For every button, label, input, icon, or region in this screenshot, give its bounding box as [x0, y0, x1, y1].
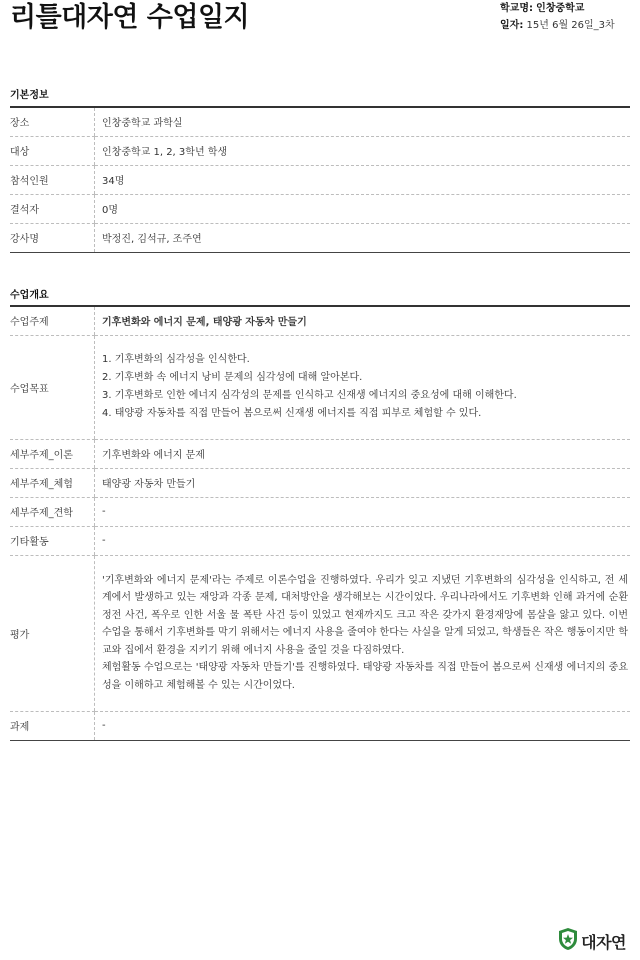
row-value: 34명	[95, 165, 631, 194]
footer-brand: 대자연	[581, 932, 626, 952]
etc-label: 기타활동	[10, 526, 95, 555]
school-value: 인창중학교	[536, 3, 585, 14]
goal-item: 2. 기후변화 속 에너지 낭비 문제의 심각성에 대해 알아본다.	[102, 372, 363, 383]
experience-value: 태양광 자동차 만들기	[95, 468, 631, 497]
goals-label: 수업목표	[10, 335, 95, 439]
etc-value: -	[95, 526, 631, 555]
row-label: 참석인원	[10, 165, 95, 194]
experience-label: 세부주제_체험	[10, 468, 95, 497]
goal-item: 1. 기후변화의 심각성을 인식한다.	[102, 354, 250, 365]
eval-value	[95, 555, 631, 711]
row-label: 장소	[10, 107, 95, 136]
goals-value	[95, 335, 631, 439]
table-row	[10, 526, 630, 555]
basic-info-table	[10, 106, 630, 253]
eval-paragraph: '기후변화와 에너지 문제'라는 주제로 이론수업을 진행하였다. 우리가 잊고 지냈던 기후변화의 심각성을 인식하고, 전 세계에서 발생하고 있는 재앙과 각종 문제, 대처방안을 생각해보는 시간이었다. 우리나라에서도 기후변화 인해 과거에 순환정전 사건, 폭우로 인한 서울 물 폭탄 사건 등이 있었고 현재까지도 크고 작은 갖가지 환경재앙에 몸살을 앓고 있다. 이번 수업을 통해서 기후변화를 막기 위해서는 에너지 사용을 줄여야 한다는 사실을 알게 되었고, 학생들은 작은 행동이지만 학교와 집에서 환경을 지키기 위해 에너지 사용을 줄일 것을 다짐하였다.	[102, 574, 628, 656]
table-row	[10, 107, 630, 136]
school-label: 학교명:	[500, 3, 533, 14]
table-row	[10, 555, 630, 711]
table-row	[10, 223, 630, 252]
topic-value: 기후변화와 에너지 문제, 태양광 자동차 만들기	[95, 306, 631, 335]
table-row	[10, 306, 630, 335]
table-row	[10, 468, 630, 497]
tour-label: 세부주제_견학	[10, 497, 95, 526]
table-row	[10, 711, 630, 740]
page-title: 리틀대자연 수업일지	[10, 2, 250, 33]
table-row	[10, 497, 630, 526]
row-value: 인창중학교 1, 2, 3학년 학생	[95, 136, 631, 165]
basic-info-title: 기본정보	[10, 90, 49, 101]
row-value: 박정진, 김석규, 조주연	[95, 223, 631, 252]
footer-logo	[558, 928, 626, 954]
table-row	[10, 194, 630, 223]
date-label: 일자:	[500, 20, 524, 31]
row-label: 결석자	[10, 194, 95, 223]
school-line	[500, 0, 615, 17]
table-row	[10, 439, 630, 468]
goal-item: 4. 태양광 자동차를 직접 만들어 봄으로써 신재생 에너지를 직접 피부로 체험할 수 있다.	[102, 408, 482, 419]
tour-value: -	[95, 497, 631, 526]
row-label: 대상	[10, 136, 95, 165]
row-value: 인창중학교 과학실	[95, 107, 631, 136]
goal-item: 3. 기후변화로 인한 에너지 심각성의 문제를 인식하고 신재생 에너지의 중요성에 대해 이해한다.	[102, 390, 517, 401]
class-overview-title: 수업개요	[10, 290, 49, 301]
row-value: 0명	[95, 194, 631, 223]
row-label: 강사명	[10, 223, 95, 252]
theory-label: 세부주제_이론	[10, 439, 95, 468]
theory-value: 기후변화와 에너지 문제	[95, 439, 631, 468]
shield-logo-icon	[558, 927, 578, 955]
homework-label: 과제	[10, 711, 95, 740]
eval-paragraph: 체험활동 수업으로는 '태양광 자동차 만들기'를 진행하였다. 태양광 자동차를 직접 만들어 봄으로써 신재생 에너지의 중요성을 이해하고 체험해볼 수 있는 시간이었다.	[102, 662, 628, 691]
topic-label: 수업주제	[10, 306, 95, 335]
table-row	[10, 136, 630, 165]
date-line	[500, 17, 615, 34]
table-row	[10, 335, 630, 439]
header-meta	[500, 0, 615, 34]
table-row	[10, 165, 630, 194]
class-overview-table	[10, 305, 630, 741]
date-value: 15년 6월 26일_3차	[526, 20, 615, 31]
homework-value: -	[95, 711, 631, 740]
eval-label: 평가	[10, 555, 95, 711]
